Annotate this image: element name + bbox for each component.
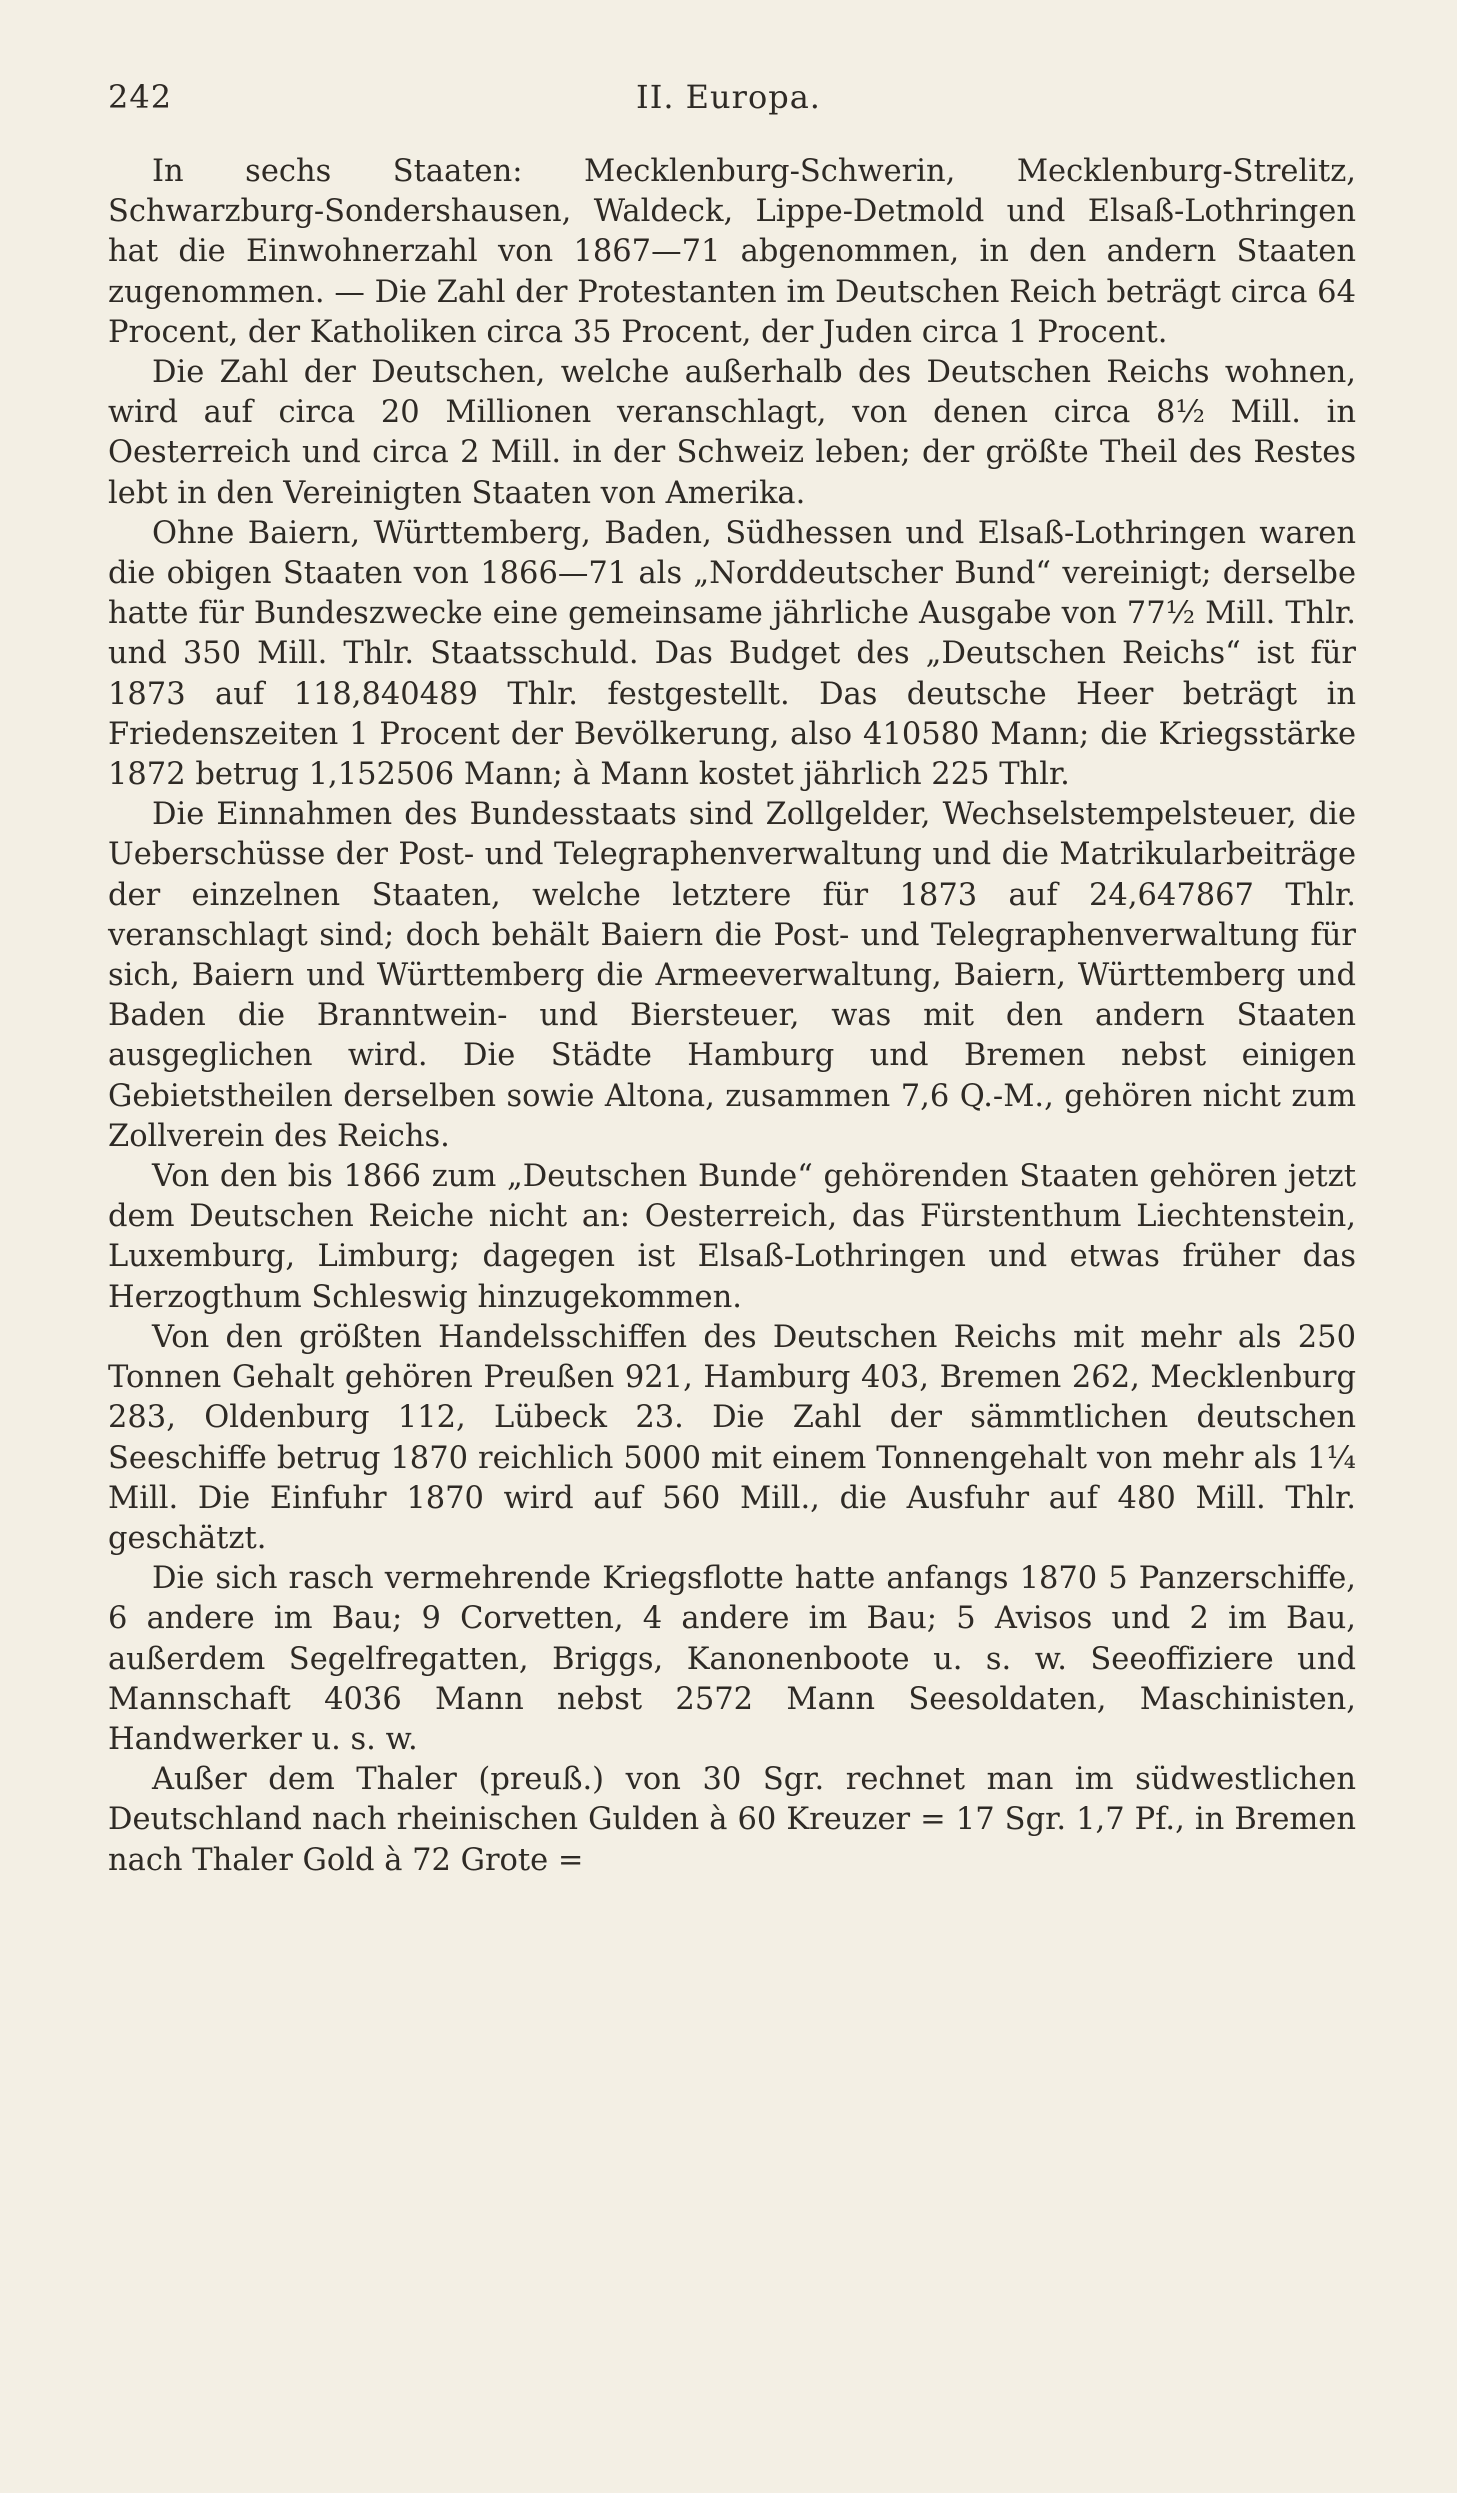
paragraph: Von den größten Handelsschiffen des Deutschen Reichs mit mehr als 250 Tonnen Gehalt gehören Preußen 921, Hamburg 403, Bremen 262, Mecklenburg 283, Oldenburg 112, Lübeck 23. Die Zahl der sämmtlichen deutschen Seeschiffe betrug 1870 reichlich 5000 mit einem Tonnengehalt von mehr als 1¼ Mill. Die Einfuhr 1870 wird auf 560 Mill., die Ausfuhr auf 480 Mill. Thlr. geschätzt. <box>108 1319 1356 1556</box>
paragraph: Von den bis 1866 zum „Deutschen Bunde“ gehörenden Staaten gehören jetzt dem Deutschen Reiche nicht an: Oesterreich, das Fürstenthum Liechtenstein, Luxemburg, Limburg; dagegen ist Elsaß-Lothringen und etwas früher das Herzogthum Schleswig hinzugekommen. <box>108 1159 1356 1315</box>
paragraph: Außer dem Thaler (preuß.) von 30 Sgr. rechnet man im südwestlichen Deutschland nach rheinischen Gulden à 60 Kreuzer = 17 Sgr. 1,7 Pf., in Bremen nach Thaler Gold à 72 Grote = <box>108 1762 1356 1878</box>
page-number: 242 <box>108 78 173 116</box>
paragraph: Die Zahl der Deutschen, welche außerhalb des Deutschen Reichs wohnen, wird auf circa 20 Millionen veranschlagt, von denen circa 8½ Mill. in Oesterreich und circa 2 Mill. in der Schweiz leben; der größte Theil des Restes lebt in den Vereinigten Staaten von Amerika. <box>108 355 1356 511</box>
body-text <box>108 152 1356 1881</box>
section-title: II. Europa. <box>636 78 821 116</box>
running-head <box>108 78 1349 118</box>
paragraph: In sechs Staaten: Mecklenburg-Schwerin, Mecklenburg-Strelitz, Schwarzburg-Sondershausen, Waldeck, Lippe-Detmold und Elsaß-Lothringen hat die Einwohnerzahl von 1867—71 abgenommen, in den andern Staaten zugenommen. — Die Zahl der Protestanten im Deutschen Reich beträgt circa 64 Procent, der Katholiken circa 35 Procent, der Juden circa 1 Procent. <box>108 154 1356 350</box>
paragraph: Die Einnahmen des Bundesstaats sind Zollgelder, Wechselstempelsteuer, die Ueberschüsse der Post- und Telegraphenverwaltung und die Matrikularbeiträge der einzelnen Staaten, welche letztere für 1873 auf 24,647867 Thlr. veranschlagt sind; doch behält Baiern die Post- und Telegraphenverwaltung für sich, Baiern und Württemberg die Armeeverwaltung, Baiern, Württemberg und Baden die Branntwein- und Biersteuer, was mit den andern Staaten ausgeglichen wird. Die Städte Hamburg und Bremen nebst einigen Gebietstheilen derselben sowie Altona, zusammen 7,6 Q.-M., gehören nicht zum Zollverein des Reichs. <box>108 797 1356 1154</box>
paragraph: Die sich rasch vermehrende Kriegsflotte hatte anfangs 1870 5 Panzerschiffe, 6 andere im Bau; 9 Corvetten, 4 andere im Bau; 5 Avisos und 2 im Bau, außerdem Segelfregatten, Briggs, Kanonenboote u. s. w. Seeoffiziere und Mannschaft 4036 Mann nebst 2572 Mann Seesoldaten, Maschinisten, Handwerker u. s. w. <box>108 1561 1356 1757</box>
paragraph: Ohne Baiern, Württemberg, Baden, Südhessen und Elsaß-Lothringen waren die obigen Staaten von 1866—71 als „Norddeutscher Bund“ vereinigt; derselbe hatte für Bundeszwecke eine gemeinsame jährliche Ausgabe von 77½ Mill. Thlr. und 350 Mill. Thlr. Staatsschuld. Das Budget des „Deutschen Reichs“ ist für 1873 auf 118,840489 Thlr. festgestellt. Das deutsche Heer beträgt in Friedenszeiten 1 Procent der Bevölkerung, also 410580 Mann; die Kriegsstärke 1872 betrug 1,152506 Mann; à Mann kostet jährlich 225 Thlr. <box>108 515 1356 793</box>
